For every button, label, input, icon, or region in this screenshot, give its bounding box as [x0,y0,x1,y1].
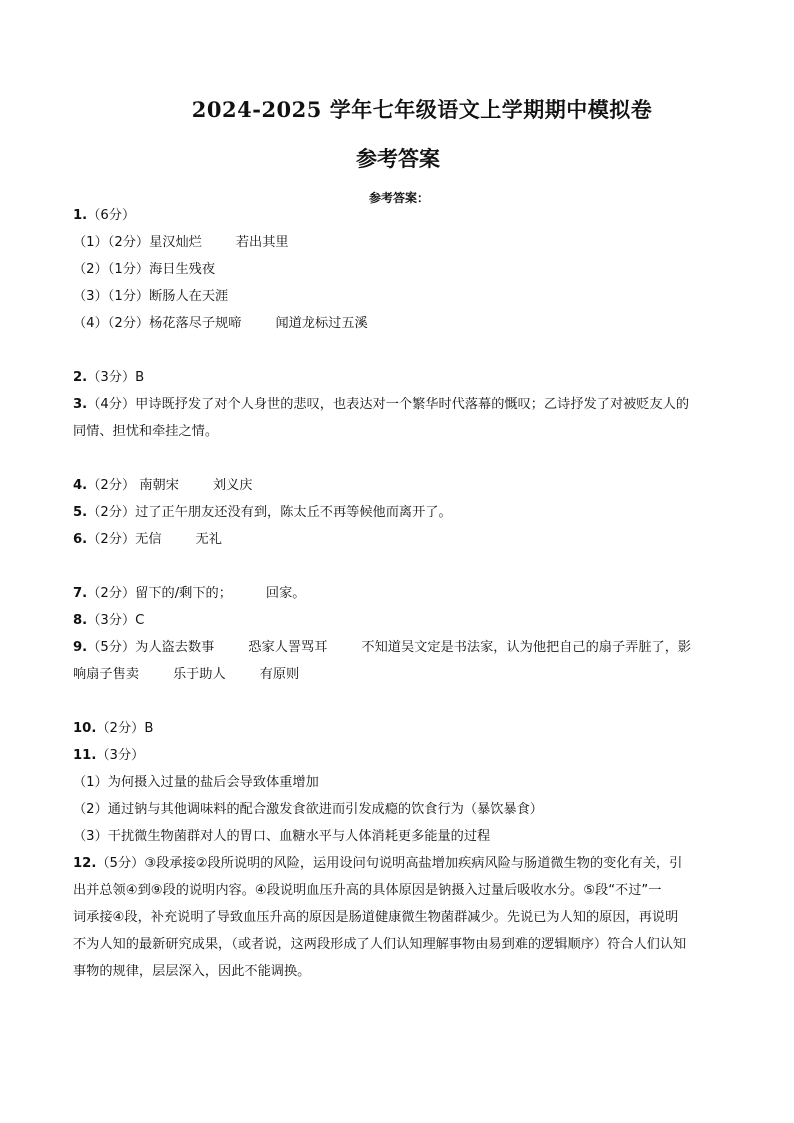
answer-text: （4分）甲诗既抒发了对个人身世的悲叹，也表达对一个繁华时代落幕的慨叹；乙诗抒发了对被贬友人的 [87,397,690,412]
answer-text: 为人盗去数事 [135,640,215,655]
answer-text: 同情、担忧和牵挂之情。 [73,424,219,439]
answer-text: 不为人知的最新研究成果，（或者说，这两段形成了人们认知理解事物由易到难的逻辑顺序）符合人们认知 [73,937,687,952]
answer-q1-1 [73,229,733,256]
question-score: （2分） [87,532,136,547]
answer-q4 [73,472,733,499]
answer-text: （3分）B [87,370,145,385]
page-title: 2024-2025 学年七年级语文上学期期中模拟卷 [191,97,653,122]
answer-text: （5分）③段承接②段所说明的风险，运用设问句说明高盐增加疾病风险与肠道微生物的变化有关，引 [96,856,683,871]
question-number: 8. [73,613,88,628]
question-number: 3. [73,397,88,412]
answer-text: 无信 [135,532,162,547]
question-number: 12. [73,856,97,871]
answer-text: 若出其里 [235,235,289,250]
answer-text: （2）通过钠与其他调味料的配合激发食欲进而引发成瘾的饮食行为（暴饮暴食） [73,802,543,817]
answer-q1-2 [73,256,733,283]
answer-text: （3分）C [87,613,145,628]
answer-text: 断肠人在天涯 [149,289,229,304]
question-score: （5分） [87,640,136,655]
answer-q11 [73,742,733,769]
answer-text: 事物的规律，层层深入，因此不能调换。 [73,964,311,979]
answer-text: 海日生残夜 [149,262,216,277]
answer-q11-3 [73,823,733,850]
answer-text: 出并总领④到⑨段的说明内容。④段说明血压升高的具体原因是钠摄入过量后吸收水分。⑤段“不过”一 [73,883,662,898]
answer-q12-cont-3 [73,931,733,958]
question-score: （3分） [96,748,145,763]
question-number: 1. [73,208,88,223]
question-number: 9. [73,640,88,655]
answer-q11-1 [73,769,733,796]
answer-q5 [73,499,733,526]
answer-text: 词承接④段，补充说明了导致血压升高的原因是肠道健康微生物菌群减少。先说已为人知的原因，再说明 [73,910,679,925]
answer-q1-3 [73,283,733,310]
answer-q12-cont-2 [73,904,733,931]
answer-q10 [73,715,733,742]
answer-text: （2分）B [96,721,154,736]
sub-label: （2）（1分） [73,262,150,277]
answer-q11-2 [73,796,733,823]
answer-q3-cont [73,418,733,445]
answer-q1 [73,202,733,229]
page-subtitle: 参考答案 [356,146,440,171]
answer-text: 有原则 [259,667,300,682]
answer-q12 [73,850,733,877]
answer-text: （1）为何摄入过量的盐后会导致体重增加 [73,775,319,790]
answer-text: 乐于助人 [172,667,226,682]
answer-q8 [73,607,733,634]
answer-text: 星汉灿烂 [149,235,202,250]
question-number: 2. [73,370,88,385]
answer-q9-cont [73,661,733,688]
answer-q1-4 [73,310,733,337]
answer-q3 [73,391,733,418]
answer-text: 刘义庆 [212,478,253,493]
question-score: （6分） [87,208,136,223]
answer-text: 杨花落尽子规啼 [149,316,242,331]
question-number: 10. [73,721,97,736]
answer-text: 不知道吴文定是书法家，认为他把自己的扇子弄脏了，影 [361,640,692,655]
answer-text: 恐家人詈骂耳 [248,640,328,655]
answer-text: 留下的/剩下的； [135,586,232,601]
question-number: 7. [73,586,88,601]
answer-text: 南朝宋 [139,478,179,493]
section-heading: 参考答案： [368,191,429,205]
answer-text: 响扇子售卖 [73,667,139,682]
sub-label: （1）（2分） [73,235,150,250]
answer-q7 [73,580,733,607]
answer-q6 [73,526,733,553]
answer-q2 [73,364,733,391]
question-score: （2分） [87,586,136,601]
question-number: 6. [73,532,88,547]
question-number: 11. [73,748,97,763]
question-number: 4. [73,478,88,493]
sub-label: （3）（1分） [73,289,150,304]
answer-text: 闻道龙标过五溪 [275,316,368,331]
question-number: 5. [73,505,88,520]
answer-text: 无礼 [195,532,222,547]
answer-text: （3）干扰微生物菌群对人的胃口、血糖水平与人体消耗更多能量的过程 [73,829,491,844]
answer-q9 [73,634,733,661]
answer-text: 回家。 [265,586,306,601]
answer-q12-cont-4 [73,958,733,985]
sub-label: （4）（2分） [73,316,150,331]
question-score: （2分） [87,478,136,493]
answer-text: （2分）过了正午朋友还没有到，陈太丘不再等候他而离开了。 [87,505,452,520]
answer-q12-cont-1 [73,877,733,904]
